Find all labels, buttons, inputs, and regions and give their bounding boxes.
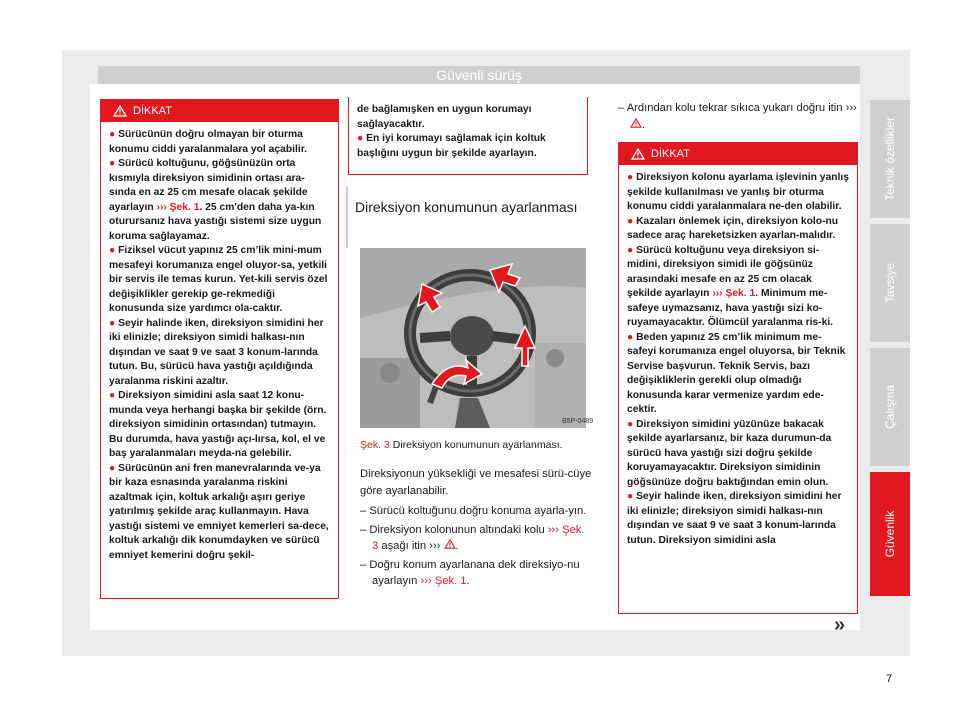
figure-caption-text: Direksiyon konumunun ayarlanması. xyxy=(392,439,563,451)
figure-link[interactable]: ››› Şek. 1 xyxy=(156,201,200,213)
tab-advice[interactable]: Tavsiye xyxy=(870,224,910,342)
warning-item: ● Sürücü koltuğunu veya direksiyon si-midini, direksiyon simidi ile göğsünüz arasındaki mesafe en az 25 cm olacak şekilde ayarlayın ››› Şek. 1. Minimum me-safeye uymazsanız, hava yastığı sizi ko-ruyamayacaktır. Ölümcül yaralanma ris-ki. xyxy=(627,244,834,328)
step-item: – Doğru konum ayarlanana dek direksiyo-nu ayarlayın ››› Şek. 1. xyxy=(360,558,580,587)
bullet-icon: ● xyxy=(627,215,637,227)
warning-triangle-icon xyxy=(113,105,127,117)
continue-arrow-icon: » xyxy=(834,614,846,636)
warning-item: ● Sürücü koltuğunu, göğsünüzün orta kısmıyla direksiyon simidinin ortası ara-sında en az 25 cm mesafe olacak şekilde ayarlayın ››› Şek. 1. 25 cm'den daha ya-kın oturursanız hava yastığı sistemi size uygun koruma sağlayamaz. xyxy=(109,158,322,242)
tab-safety[interactable]: Güvenlik xyxy=(870,472,910,596)
warning-triangle-icon xyxy=(444,539,456,549)
section-title-rule xyxy=(346,186,348,248)
warning-item: ● Direksiyon simidini yüzünüze bakacak şekilde ayarlarsanız, bir kaza durumun-da sürücü hava yastığı sizi doğru şekilde koruyamayacaktır. Direksiyon simidinin göğsünüze doğru baktığından emin olun. xyxy=(627,418,832,488)
right-warning-body xyxy=(619,165,857,548)
right-column-step: – Ardından kolu tekrar sıkıca yukarı doğru itin ››› . xyxy=(618,102,857,131)
steering-wheel-illustration xyxy=(360,248,594,428)
warning-item: ● Sürücünün ani fren manevralarında ve-ya bir kaza esnasında yaralanma riskini azaltmak için, koltuk arkalığı aşırı geriye yatırılmış şekilde araç kullanmayın. Hava yastığı sistemi ve emniyet kemerleri sa-dece, koltuk arkalığı dik konumdayken ve sürücü emniyet kemerini doğru şekil- xyxy=(109,462,329,561)
tab-technical-specs[interactable]: Teknik özellikler xyxy=(870,100,910,218)
warning-item: ● Seyir halinde iken, direksiyon simidini her iki elinizle; direksiyon simidi halkası-nın dışından ve saat 9 ve saat 3 konum-larında tutun. Direksiyon simidini asla xyxy=(627,491,842,546)
right-warning-title: DİKKAT xyxy=(651,148,690,160)
warning-item: ● Sürücünün doğru olmayan bir oturma konumu ciddi yaralanmalara yol açabilir. xyxy=(109,129,308,155)
figure-caption xyxy=(360,438,592,452)
step-item: – Sürücü koltuğunu doğru konuma ayarla-yın. xyxy=(360,505,587,517)
bullet-icon: ● xyxy=(627,491,637,502)
bullet-icon: ● xyxy=(109,390,119,401)
left-warning-header xyxy=(101,100,338,122)
warning-item: ● Direksiyon simidini asla saat 12 konu-munda veya herhangi başka bir şekilde (örn. direksiyon simidinin ortasından) tutmayın. Bu durumda, hava yastığı açı-lırsa, kol, el ve baş yaralanmaları meyda-na gelebilir. xyxy=(109,390,327,459)
bullet-icon: ● xyxy=(627,172,637,183)
bullet-icon: ● xyxy=(109,462,119,474)
bullet-icon: ● xyxy=(627,331,637,343)
warning-item: ● Fiziksel vücut yapınız 25 cm’lik mini-mum mesafeyi korumanıza engel oluyor-sa, yetkili bir servis ile temas kurun. Yet-kili servis özel değişiklikler gerekip ge-rekmediği konusunda size yardımcı ola-caktır. xyxy=(109,245,328,314)
figure-link[interactable]: ››› Şek. 1 xyxy=(712,288,756,299)
figure-link[interactable]: ››› Şek. 1 xyxy=(420,575,467,587)
middle-warning-continuation xyxy=(348,97,588,175)
intro-paragraph: Direksiyonun yüksekliği ve mesafesi sürü-cüye göre ayarlanabilir. xyxy=(360,468,592,497)
bullet-icon: ● xyxy=(109,317,119,329)
right-warning-header xyxy=(619,143,857,165)
bullet-icon: ● xyxy=(109,129,119,140)
figure-label: Şek. 3 xyxy=(360,439,390,451)
bullet-icon: ● xyxy=(627,244,637,256)
middle-column-text xyxy=(360,466,592,590)
left-warning-body xyxy=(101,122,338,563)
section-title: Direksiyon konumunun ayarlanması xyxy=(355,199,578,215)
bullet-icon: ● xyxy=(109,158,119,169)
left-warning-box xyxy=(100,99,339,599)
warning-triangle-icon xyxy=(630,118,642,128)
bullet-icon: ● xyxy=(357,133,367,144)
figure-code: B5P-0489 xyxy=(562,418,594,425)
step-item: – Direksiyon kolonunun altındaki kolu ››› Şek. 3 aşağı itin ››› . xyxy=(360,523,585,552)
warning-continuation-text: de bağlamışken en uygun korumayı sağlayacaktır. xyxy=(357,104,532,130)
page-number: 7 xyxy=(886,673,893,685)
bullet-icon: ● xyxy=(109,245,119,256)
bullet-icon: ● xyxy=(627,418,637,430)
warning-item: ● Seyir halinde iken, direksiyon simidini her iki elinizle; direksiyon simidi halkası-nın dışından ve saat 9 ve saat 3 konum-larında tutun. Bu, sürücü hava yastığı açıldığında yaralanma riskini azaltır. xyxy=(109,317,324,387)
warning-item: ● Kazaları önlemek için, direksiyon kolo-nu sadece araç hareketsizken ayarlan-malıdır. xyxy=(627,215,839,241)
page-header: Güvenli sürüş xyxy=(98,66,860,84)
warning-item: ● Direksiyon kolonu ayarlama işlevinin yanlış şekilde kullanılması ve yanlış bir oturma konumu ciddi yaralanmalara ne-den olabilir. xyxy=(627,172,849,212)
figure-link[interactable]: ››› Şek. 3 xyxy=(372,523,585,552)
steering-adjust-figure xyxy=(360,248,594,428)
warning-item: ● Beden yapınız 25 cm’lik minimum me-safeyi korumanıza engel oluyorsa, bir Teknik Servise başvurun. Teknik Servis, bazı değişikliklerin gerekli olup olmadığı konusunda karar vermenize yardım ede-cektir. xyxy=(627,331,846,415)
right-warning-box xyxy=(618,142,858,614)
left-warning-title: DİKKAT xyxy=(133,105,172,117)
warning-triangle-icon xyxy=(631,148,645,160)
tab-operation[interactable]: Çalışma xyxy=(870,348,910,466)
warning-item: ● En iyi korumayı sağlamak için koltuk başlığını uygun bir şekilde ayarlayın. xyxy=(357,133,546,159)
